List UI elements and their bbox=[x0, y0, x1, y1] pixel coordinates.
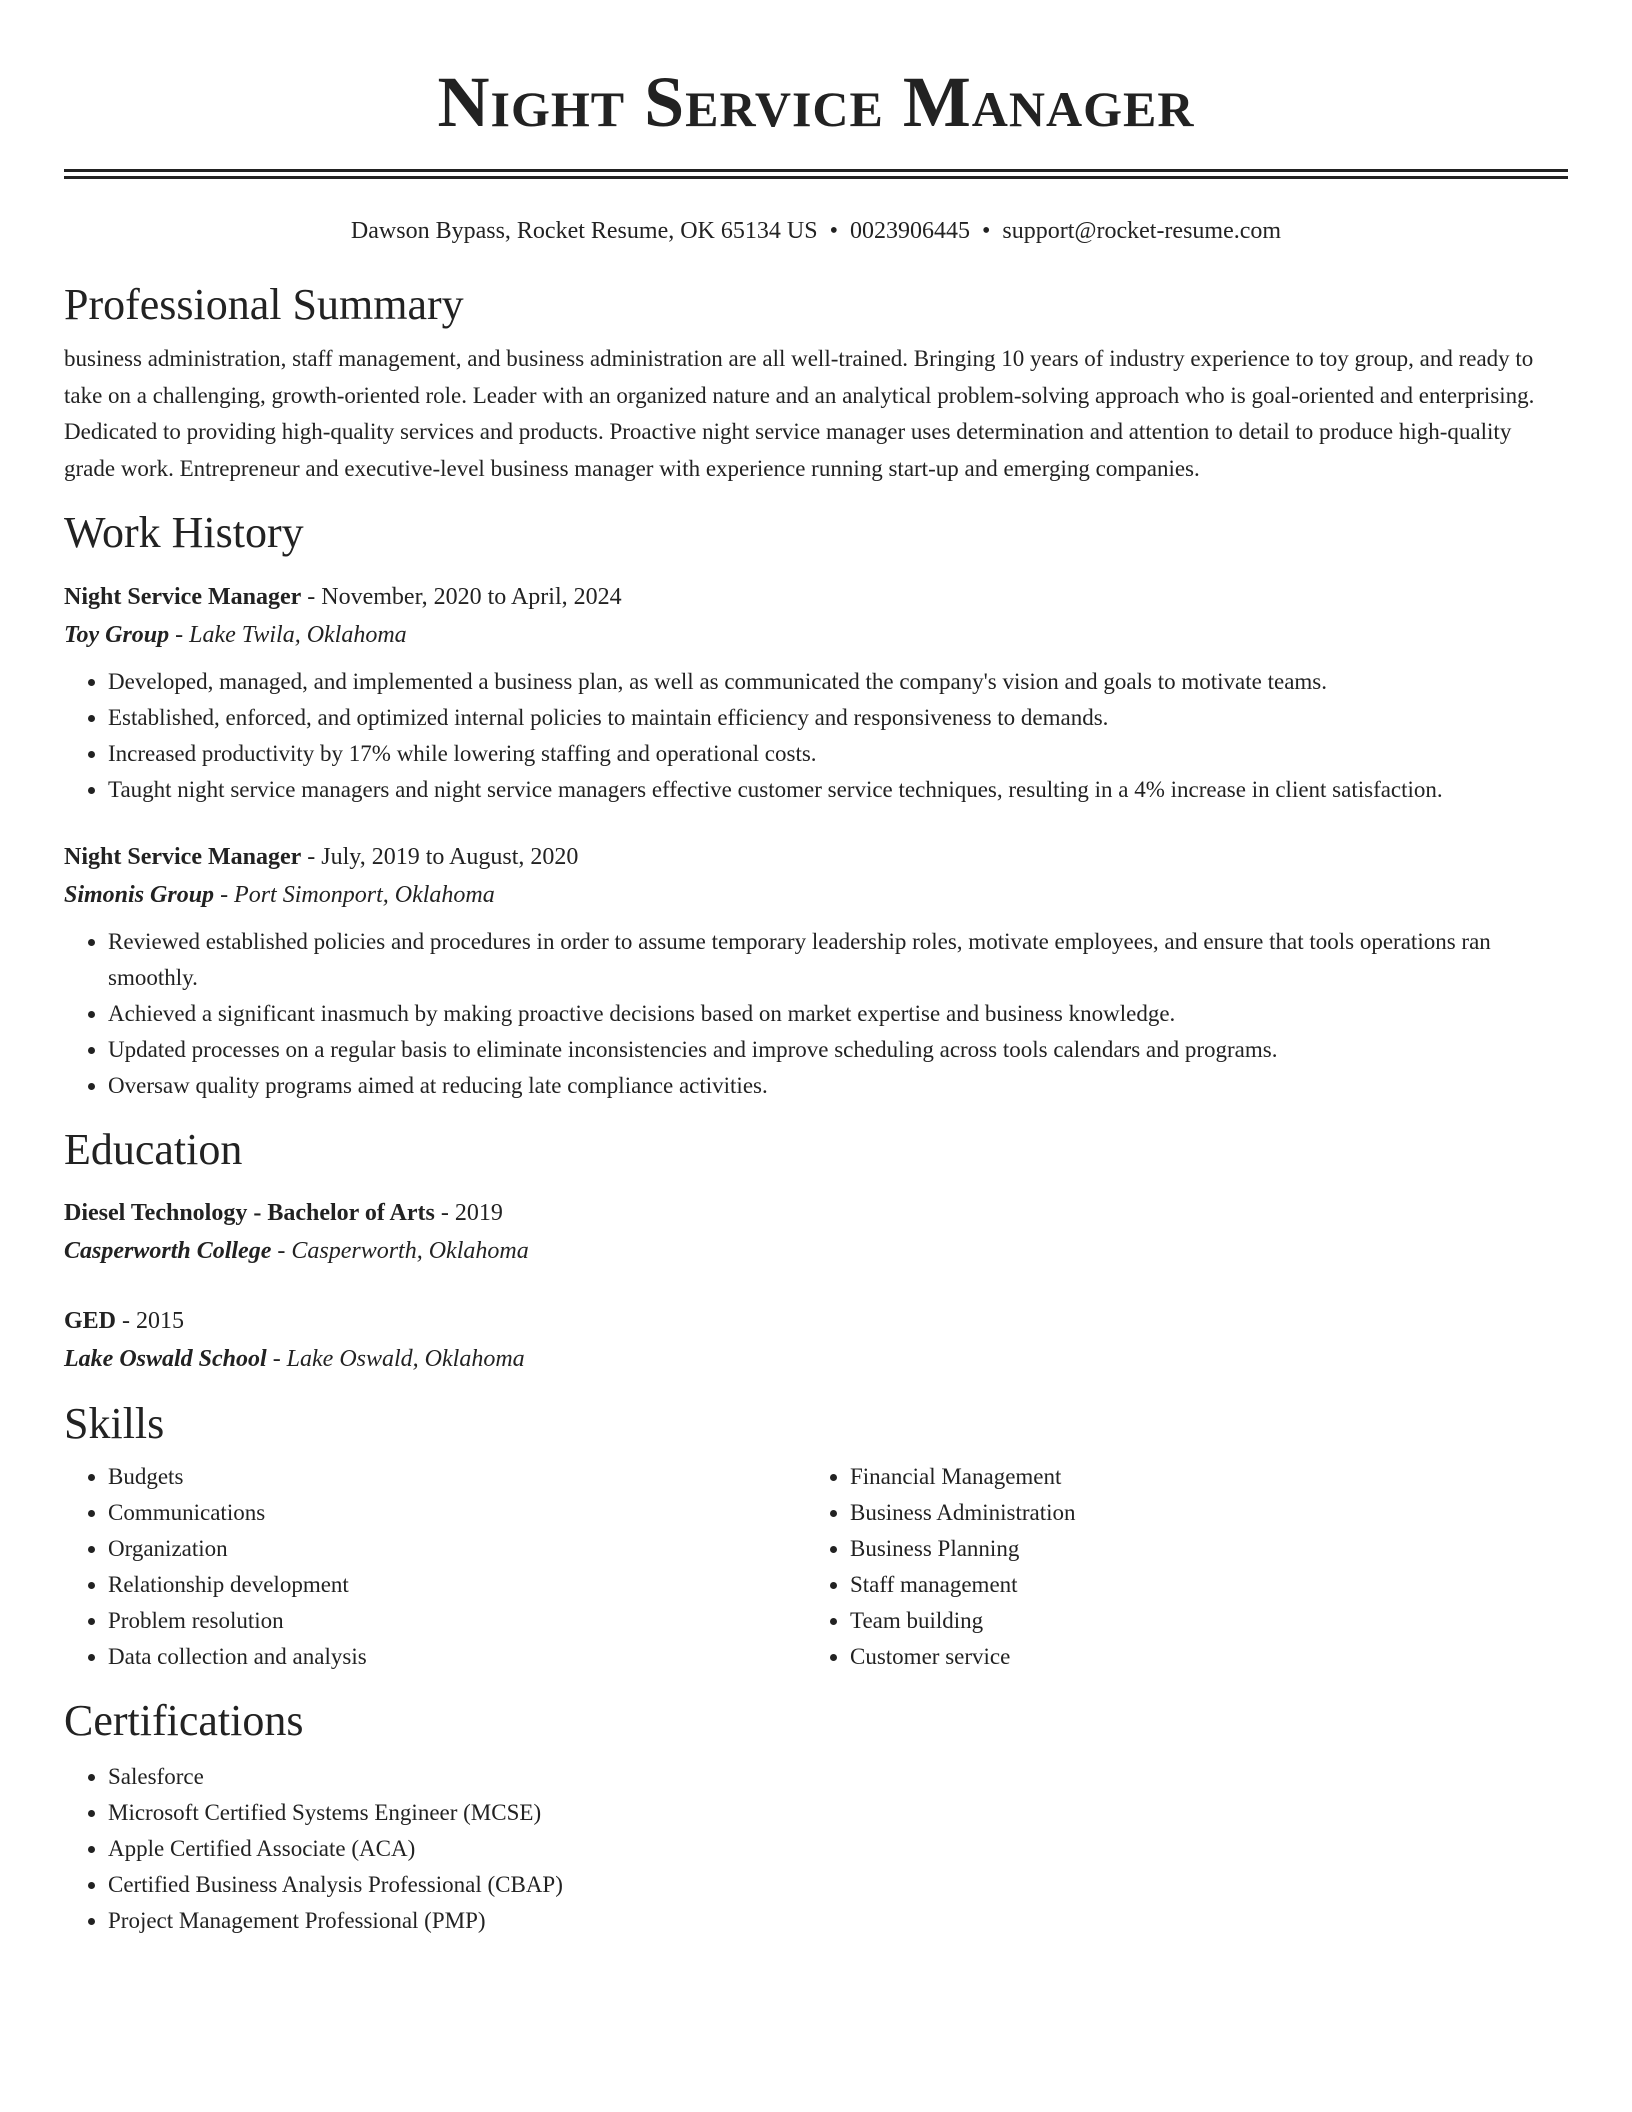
skill-item: • Business Administration bbox=[850, 1495, 1548, 1531]
certification-item: • Salesforce bbox=[108, 1759, 1568, 1795]
skill-item: • Data collection and analysis bbox=[108, 1639, 806, 1675]
skill-item: • Financial Management bbox=[850, 1459, 1548, 1495]
skills-column-right bbox=[806, 1459, 1548, 1675]
job-bullet: • Achieved a significant inasmuch by making proactive decisions based on market expertise and business knowledge. bbox=[108, 996, 1568, 1032]
certification-item: • Certified Business Analysis Professional (CBAP) bbox=[108, 1867, 1568, 1903]
skill-item: • Communications bbox=[108, 1495, 806, 1531]
education-degree-line bbox=[64, 1302, 1568, 1340]
job-location: - Port Simonport, Oklahoma bbox=[214, 881, 495, 908]
education-degree-line bbox=[64, 1194, 1568, 1232]
skill-item: • Business Planning bbox=[850, 1531, 1548, 1567]
work-history-heading: Work History bbox=[64, 508, 304, 558]
job-bullet: • Taught night service managers and night service managers effective customer service techniques, resulting in a 4% increase in client satisfaction. bbox=[108, 772, 1568, 808]
job-header bbox=[64, 838, 1568, 876]
skill-item: • Customer service bbox=[850, 1639, 1548, 1675]
job-location: - Lake Twila, Oklahoma bbox=[169, 621, 407, 648]
job-bullet: • Developed, managed, and implemented a business plan, as well as communicated the company's vision and goals to motivate teams. bbox=[108, 664, 1568, 700]
skills-list bbox=[64, 1459, 1568, 1675]
contact-line bbox=[64, 217, 1568, 245]
title-divider-top bbox=[64, 169, 1568, 172]
job-bullets bbox=[64, 664, 1568, 808]
skill-item: • Organization bbox=[108, 1531, 806, 1567]
job-bullet: • Increased productivity by 17% while lowering staffing and operational costs. bbox=[108, 736, 1568, 772]
job-bullets bbox=[64, 924, 1568, 1104]
job-employer bbox=[64, 876, 1568, 914]
skills-heading: Skills bbox=[64, 1399, 165, 1449]
contact-address: Dawson Bypass, Rocket Resume, OK 65134 US bbox=[350, 218, 818, 244]
job-title: Night Service Manager bbox=[64, 583, 302, 610]
contact-email[interactable]: support@rocket-resume.com bbox=[1002, 218, 1282, 244]
job-entry bbox=[64, 578, 1568, 808]
contact-separator: • bbox=[981, 218, 991, 244]
education-degree: Diesel Technology - Bachelor of Arts bbox=[64, 1200, 435, 1227]
skill-item: • Problem resolution bbox=[108, 1603, 806, 1639]
education-entry bbox=[64, 1194, 1568, 1270]
summary-heading: Professional Summary bbox=[64, 280, 464, 329]
job-entry bbox=[64, 838, 1568, 1104]
education-school: Casperworth College bbox=[64, 1238, 272, 1265]
skill-item: • Staff management bbox=[850, 1567, 1548, 1603]
job-company: Simonis Group bbox=[64, 881, 215, 908]
job-dates: - November, 2020 to April, 2024 bbox=[301, 583, 622, 610]
certifications-heading: Certifications bbox=[64, 1695, 304, 1745]
certification-item: • Project Management Professional (PMP) bbox=[108, 1903, 1568, 1939]
contact-phone: 0023906445 bbox=[849, 218, 970, 244]
education-school-line bbox=[64, 1340, 1568, 1378]
job-company: Toy Group bbox=[64, 621, 170, 648]
job-employer bbox=[64, 616, 1568, 654]
skills-bullets-right bbox=[806, 1459, 1548, 1675]
skill-item: • Team building bbox=[850, 1603, 1548, 1639]
job-dates: - July, 2019 to August, 2020 bbox=[301, 843, 579, 870]
summary-text: business administration, staff management, and business administration are all well-trained. Bringing 10 years of industry experience to toy group, and ready to take on a challenging, growth-oriented role. Leader with an organized nature and an analytical problem-solving approach who is goal-oriented and enterprising. Dedicated to providing high-quality services and products. Proactive night service manager uses determination and attention to detail to produce high-quality grade work. Entrepreneur and executive-level business manager with experience running start-up and emerging companies. bbox=[64, 346, 1535, 481]
skills-bullets-left bbox=[64, 1459, 806, 1675]
job-bullet: • Oversaw quality programs aimed at reducing late compliance activities. bbox=[108, 1068, 1568, 1104]
skill-item: • Relationship development bbox=[108, 1567, 806, 1603]
skills-column-left bbox=[64, 1459, 806, 1675]
contact-separator: • bbox=[829, 218, 838, 244]
education-year: - 2015 bbox=[116, 1308, 185, 1335]
skill-item: • Budgets bbox=[108, 1459, 806, 1495]
certifications-list bbox=[64, 1759, 1568, 1939]
education-school-line bbox=[64, 1232, 1568, 1270]
job-header bbox=[64, 578, 1568, 616]
education-heading: Education bbox=[64, 1124, 243, 1174]
education-location: - Casperworth, Oklahoma bbox=[271, 1238, 529, 1265]
certification-item: • Apple Certified Associate (ACA) bbox=[108, 1831, 1568, 1867]
certification-item: • Microsoft Certified Systems Engineer (MCSE) bbox=[108, 1795, 1568, 1831]
job-bullet: • Established, enforced, and optimized internal policies to maintain efficiency and responsiveness to demands. bbox=[108, 700, 1568, 736]
education-year: - 2019 bbox=[434, 1200, 503, 1227]
education-school: Lake Oswald School bbox=[64, 1346, 267, 1373]
education-location: - Lake Oswald, Oklahoma bbox=[266, 1346, 525, 1373]
job-bullet: • Reviewed established policies and procedures in order to assume temporary leadership roles, motivate employees, and ensure that tools operations ran smoothly. bbox=[108, 924, 1568, 996]
job-bullet: • Updated processes on a regular basis to eliminate inconsistencies and improve scheduling across tools calendars and programs. bbox=[108, 1032, 1568, 1068]
education-degree: GED bbox=[64, 1308, 117, 1335]
title-divider-bottom bbox=[64, 176, 1568, 179]
education-entry bbox=[64, 1302, 1568, 1378]
resume-title: Night Service Manager bbox=[437, 62, 1195, 142]
job-title: Night Service Manager bbox=[64, 843, 302, 870]
